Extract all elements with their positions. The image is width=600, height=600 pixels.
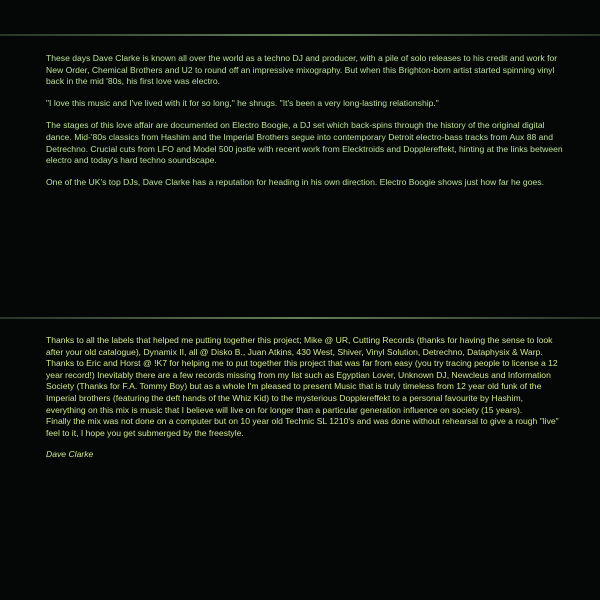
- thanks-paragraph: Thanks to all the labels that helped me putting together this project; Mike @ UR, Cutting Records (thanks for having the sense to look after your old catalogue), Dynamix II, all @ Disko B., Juan Atkins, 430 West, Shiver, Vinyl Solution, Detrechno, Dataphysix & Warp. Thanks to Eric and Horst @ !K7 for helping me to put together this project that was far from easy (you try tracing people to license a 12 year record!) Inevitably there are a few records missing from my list such as Egyptian Lover, Unknown DJ, Newcleus and Information Society (Thanks for F.A. Tommy Boy) but as a whole I'm pleased to present Music that is truly timeless from 12 year old funk of the Imperial brothers (featuring the deft hands of the Whiz Kid) to the mysterious Dopplereffekt to a personal favourite by Hashim, everything on this mix is music that I believe will live on for longer than a particular generation influence on society (15 years).: [46, 335, 558, 415]
- middle-divider-line: [0, 317, 600, 319]
- liner-notes-intro: [46, 53, 564, 199]
- intro-paragraph-3: The stages of this love affair are documented on Electro Boogie, a DJ set which back-spins through the history of the original digital dance. Mid-'80s classics from Hashim and the Imperial Brothers segue into contemporary Detroit electro-bass tracks from Aux 88 and Detrechno. Crucial cuts from LFO and Model 500 jostle with recent work from Elecktroids and Dopplereffekt, hinting at the links between electro and today's hard techno soundscape.: [46, 120, 563, 166]
- intro-paragraph-2: "I love this music and I've lived with it for so long," he shrugs. "It's been a very long-lasting relationship.": [46, 98, 439, 109]
- closing-paragraph: Finally the mix was not done on a computer but on 10 year old Technic SL 1210's and was done without rehearsal to give a rough "live" feel to it, I hope you get submerged by the freestyle.: [46, 416, 559, 438]
- liner-notes-thanks: [46, 335, 564, 461]
- top-divider-line: [0, 34, 600, 36]
- signature: Dave Clarke: [46, 449, 94, 460]
- intro-paragraph-4: One of the UK's top DJs, Dave Clarke has a reputation for heading in his own direction. Electro Boogie shows just how far he goes.: [46, 177, 544, 188]
- intro-paragraph-1: These days Dave Clarke is known all over the world as a techno DJ and producer, with a pile of solo releases to his credit and work for New Order, Chemical Brothers and U2 to round off an impressive mixography. But when this Brighton-born artist started spinning vinyl back in the mid '80s, his first love was electro.: [46, 53, 558, 87]
